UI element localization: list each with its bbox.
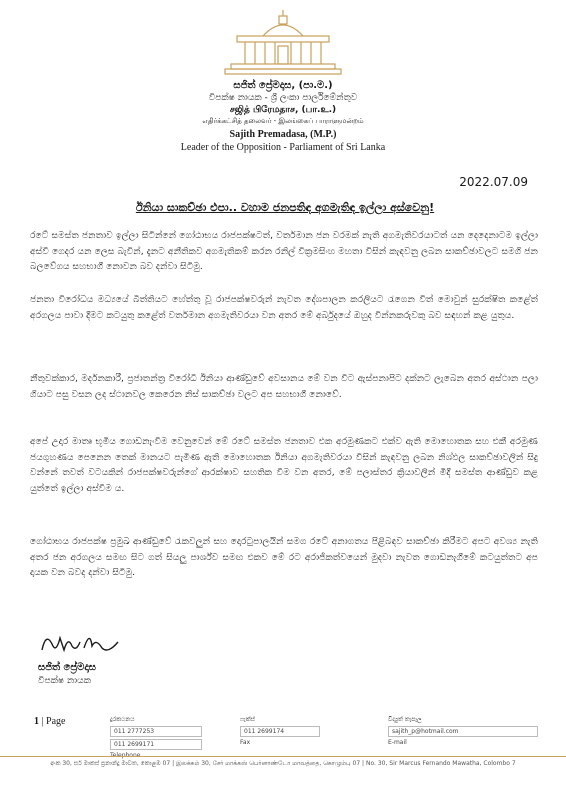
fax-number: 011 2699174 [240, 726, 320, 737]
letterhead-english-title: Leader of the Opposition - Parliament of Sri Lanka [180, 142, 386, 153]
body-paragraph-4: අපේ උදාර මාතෘ භූමිය ගොඩනැංවීම වෙනුවෙන් මේ රටේ සමස්ත ජනතාව එක අරමුණකට එක්ව ඇති මොහොතක සහ එකී අරමුණ ජයගුහණය පෙනෙන තෙක් මානයට පැමිණ ඇති මොහොතක ඊනියා අගමැතිවරයා විසින් කැඳවනු ලබන නිශ්ඵල සාකච්ඡාවලින් සිදු වන්නේ තවත් වටයකින් රාජපක්ෂවරුන්ගේ ආරක්ෂාව සහතික වීම වන අතර, මේ පලාස්තර ක්‍රියාවලින් මිදී සමස්ත ආණ්ඩුව කළ යුත්තේ ඉල්ලා අස්වීම ය. [30, 436, 538, 494]
email-address: sajith_p@hotmail.com [388, 726, 538, 737]
telephone-label: දුරකථනය [110, 716, 135, 723]
fax-label: ෆැක්ස් [240, 716, 255, 723]
email-sublabel: E-mail [388, 739, 407, 746]
page-number-value: 1 [34, 716, 39, 727]
footer-fax [240, 716, 320, 748]
letterhead-tamil-name: சஜித் பிரேமதாச, (பா.உ.) [229, 105, 337, 115]
handwritten-signature [38, 628, 128, 658]
letterhead-english-name: Sajith Premadasa, (M.P.) [229, 129, 337, 140]
letterhead-sinhala-name: සජිත් ප්‍රේමදාස, (පා.ම.) [233, 80, 333, 91]
body-paragraph-3: නීතුවක්කාර, මර්දනකාරී, ප්‍රජාතන්ත්‍ර විරෝධී ඊනියා ආණ්ඩුවේ අවසානය මේ වන විට ඇස්පනාපිට දක්නට ලැබෙන අතර අස්ථාන පලා ගියාට පසු වසන ලද ස්ථානවල කෙරෙන නිස් සාකච්ඡා වලට අප සහභාගී නොවේ. [30, 373, 538, 400]
body-paragraph-1: රටේ සමස්ත ජනතාව ඉල්ලා සිටින්නේ ගෝඨාභය රාජපක්ෂටත්, වර්තමාන ජන වරමක් නැති අගමැතිවරයාටත් යන දෙදෙනාටම ඉල්ලා අස්වී ගෙදර යන ලෙස බැවින්, දැනට අනීතිකව අගමැතිකම් කරන රනිල් වික්‍රමසිංහ මහතා විසින් කැඳවනු ලබන සාකච්ඡාවලට සමගි ජන බලවේගය සහභාගී නොවන බව දන්වා සිටිමු. [30, 230, 538, 272]
page-number-label: Page [46, 716, 66, 727]
telephone-number-1: 011 2777253 [110, 726, 202, 737]
footer-divider [0, 756, 566, 757]
body-paragraph-2: ජනතා විරෝධය මධ්‍යයේ බිත්තියට හේත්තු වූ රාජපක්ෂවරුන් නැවත දේශපාලන කරලියට රැගෙන විත් මොවුන් සුරක්ෂිත කළේත් අරගලය පාවා දීමට කටයුතු කළේත් වර්තමාන අගමැතිවරයා වන අතර මේ අර්බුදයේ ඔහුද වින්නකරුවකු බව සඳහන් කළ යුතුය. [30, 294, 538, 321]
parliament-crest-icon [223, 8, 343, 78]
document-date: 2022.07.09 [459, 175, 528, 189]
letterhead-tamil-title: எதிர்க்கட்சித் தலைவர் - இலங்கைப் பாராளுமன்றம் [202, 117, 364, 125]
signatory-name: සජිත් ප්‍රේමදාස [38, 662, 96, 673]
email-label: විද්‍යුත් තැපෑල [388, 716, 422, 723]
telephone-number-2: 011 2699171 [110, 739, 202, 750]
body-paragraph-5: ගෝඨාභය රාජපක්ෂ ප්‍රමුඛ ආණ්ඩුවේ රැකවලුන් සහ දොරටුපාලයින් සමග රටේ අනාගතය පිළිබඳව සාකච්ඡා කිරීමට අපට අවශ්‍ය නැති අතර ජන අරගලය සමඟ සිට ගත් සියලු පාර්ශ්ව සමඟ එකව මේ රට අරාජිකත්වයෙන් මුදවා නැවත ගොඩනැගීමේ කටයුත්තට අප දායක වන බවද දන්වා සිටිමු. [30, 536, 538, 578]
letterhead-sinhala-title: විපක්ෂ නායක - ශ්‍රී ලංකා පාර්ලිමේන්තුව [208, 93, 358, 103]
signatory-title: විපක්ෂ නායක [38, 676, 91, 686]
footer-telephone [110, 716, 202, 761]
footer-address: අංක 30, සර් මාකස් ප්‍රනාන්දු මාවත, කොළඹ 07 | இலக்கம் 30, சேர் மாக்கஸ் பெர்னாண்டோ மாவத்தை, கொழும்பு 07 | No. 30, Sir Marcus Fernando Mawatha, Colombo 7 [50, 760, 516, 767]
footer-email [388, 716, 538, 748]
headline: ඊනියා සාකච්ඡා එපා.. වහාම ජනපතිඳ අගමැතිඳ ඉල්ලා අස්වෙනු! [135, 201, 435, 214]
page-number: 1 | Page [34, 716, 66, 727]
fax-sublabel: Fax [240, 739, 251, 746]
